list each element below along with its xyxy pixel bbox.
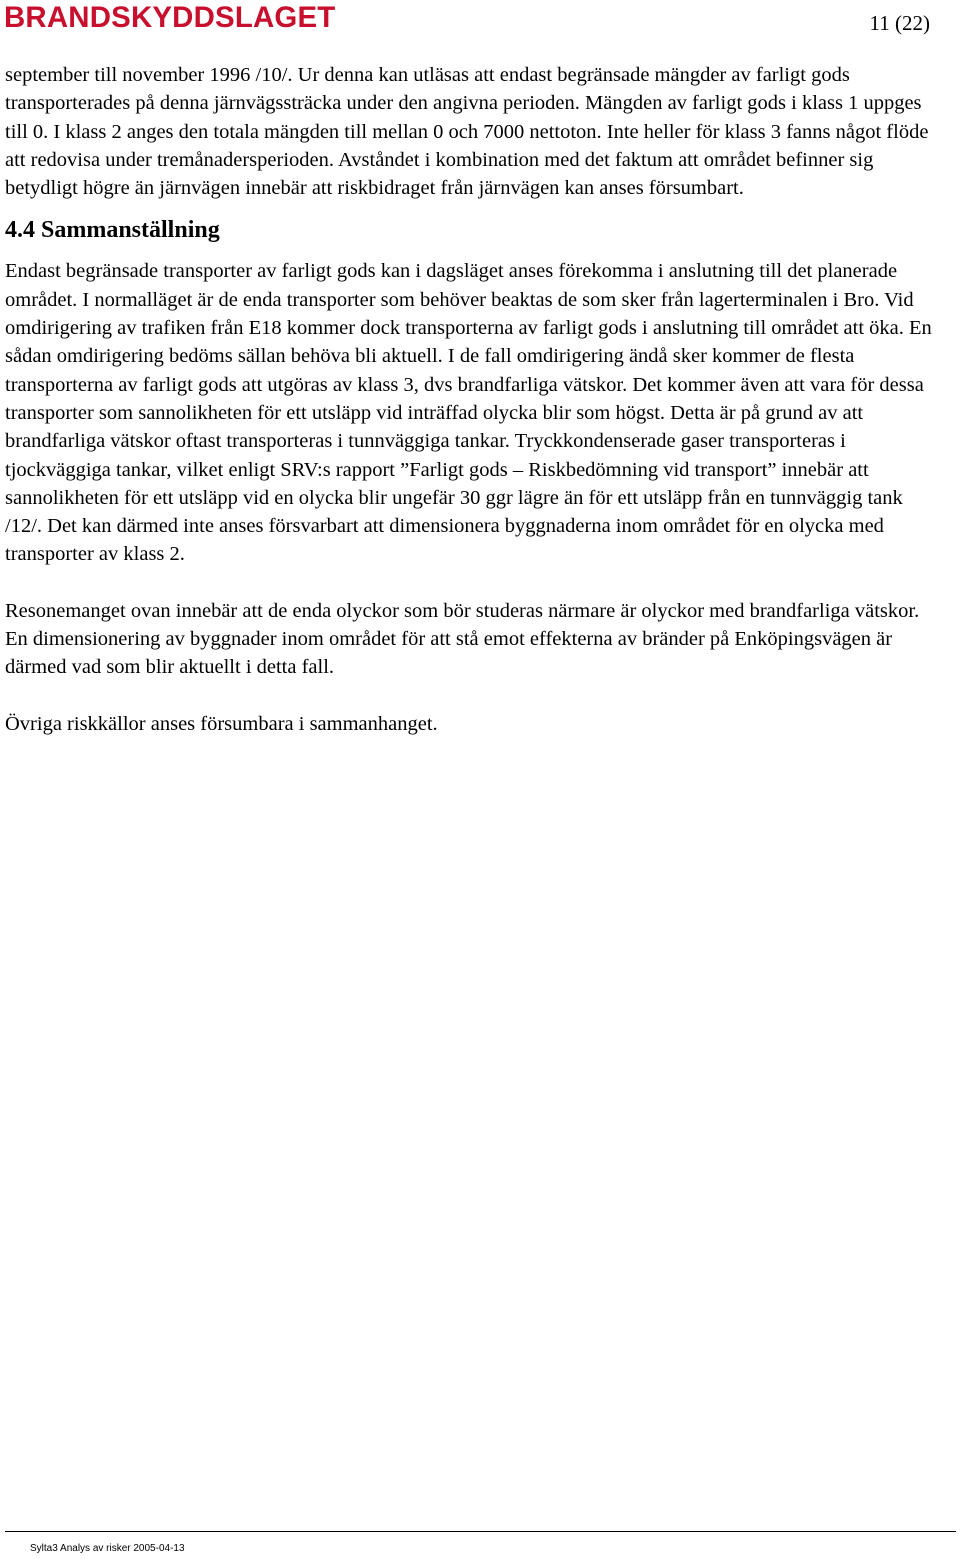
paragraph-railway-transport: september till november 1996 /10/. Ur denna kan utläsas att endast begränsade mängder av farligt gods transporterades på denna järnvägssträcka under den angivna perioden. Mängden av farligt gods i klass 1 uppges till 0. I klass 2 anges den totala mängden till mellan 0 och 7000 nettoton. Inte heller för klass 3 fanns något flöde att redovisa under tremånadersperioden. Avståndet i kombination med det faktum att området befinner sig betydligt högre än järnvägen innebär att riskbidraget från järnvägen kan anses försumbart.	[5, 64, 929, 200]
footer-divider	[5, 1531, 956, 1532]
paragraph-spacer	[5, 682, 935, 710]
paragraph-summary: Endast begränsade transporter av farligt gods kan i dagsläget anses förekomma i anslutning till det planerade området. I normalläget är de enda transporter som behöver beaktas de som sker från lagerterminalen i Bro. Vid omdirigering av trafiken från E18 kommer dock transporterna av farligt gods i anslutning till området att öka. En sådan omdirigering bedöms sällan behöva bli aktuell. I de fall omdirigering ändå sker kommer de flesta transporterna av farligt gods att utgöras av klass 3, dvs brandfarliga vätskor. Det kommer även att vara för dessa transporter som sannolikheten för ett utsläpp vid inträffad olycka blir som högst. Detta är på grund av att brandfarliga vätskor oftast transporteras i tunnväggiga tankar. Tryckkondenserade gaser transporteras i tjockväggiga tankar, vilket enligt SRV:s rapport ”Farligt gods – Riskbedömning vid transport” innebär att sannolikheten för ett utsläpp vid en olycka blir ungefär 30 ggr lägre än för ett utsläpp från en tunnväggig tank /12/. Det kan därmed inte anses försvarbart att dimensionera byggnaderna inom området för en olycka med transporter av klass 2.	[5, 260, 932, 566]
section-heading: 4.4 Sammanställning	[5, 217, 220, 244]
paragraph-spacer	[5, 569, 935, 597]
paragraph-other-risks: Övriga riskkällor anses försumbara i sammanhanget.	[5, 712, 438, 735]
document-body	[5, 61, 935, 738]
brandskyddslaget-logo: BRANDSKYDDSLAGET	[4, 1, 336, 34]
page-number: 11 (22)	[869, 11, 930, 35]
footer-text: Sylta3 Analys av risker 2005-04-13	[30, 1543, 185, 1554]
paragraph-conclusion: Resonemanget ovan innebär att de enda olyckor som bör studeras närmare är olyckor med brandfarliga vätskor. En dimensionering av byggnader inom området för att stå emot effekterna av bränder på Enköpingsvägen är därmed vad som blir aktuellt i detta fall.	[5, 599, 920, 679]
